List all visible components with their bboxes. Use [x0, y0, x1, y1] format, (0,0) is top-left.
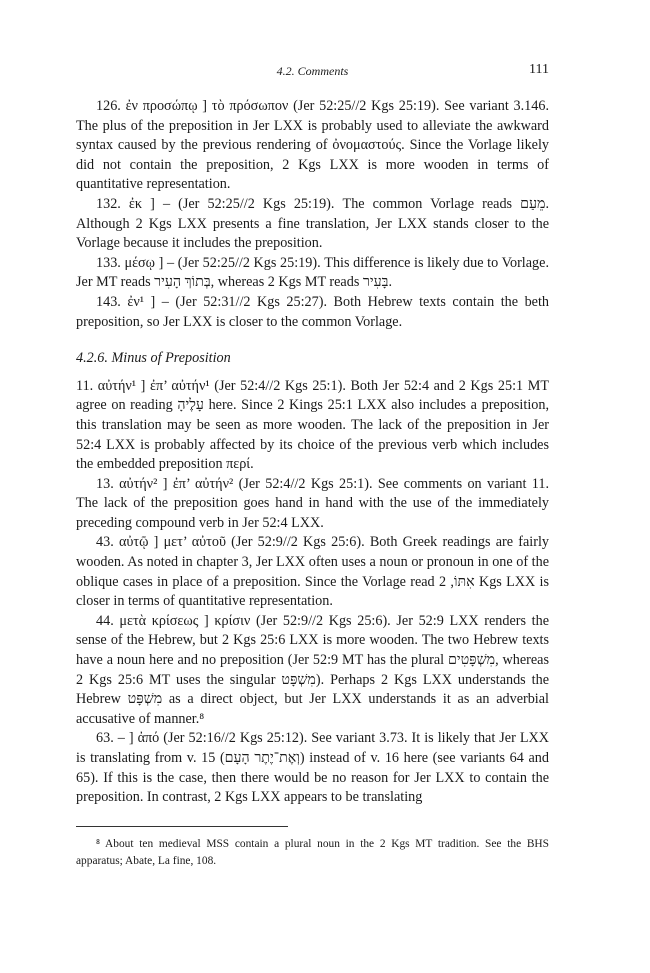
footnote-rule: [76, 826, 288, 827]
paragraph-p133: 133. μέσῳ ] – (Jer 52:25//2 Kgs 25:19). This difference is likely due to Vorlage. Jer MT reads בְּתוֹךְ הָעִיר, whereas 2 Kgs MT reads בָּעִיר.: [76, 254, 549, 291]
body-text: [76, 97, 549, 808]
paragraph-p43: 43. αὐτῷ ] μετ’ αὐτοῦ (Jer 52:9//2 Kgs 25:6). Both Greek readings are fairly wooden. As noted in chapter 3, Jer LXX often uses a noun or pronoun in one of the oblique cases in place of a preposition. Since the Vorlage read אִתּוֹ, 2 Kgs LXX is closer in terms of quantitative representation.: [76, 534, 550, 610]
paragraph-p44: 44. μετὰ κρίσεως ] κρίσιν (Jer 52:9//2 Kgs 25:6). Jer 52:9 LXX renders the sense of the Hebrew, but 2 Kgs 25:6 LXX is more wooden. The two Hebrew texts have a noun here and no preposition (Jer 52:9 MT has the plural מִשְׁפָּטִים, whereas 2 Kgs 25:6 MT uses the singular מִשְׁפָּט). Perhaps 2 Kgs LXX understands the Hebrew מִשְׁפָּט as a direct object, but Jer LXX understands it as an adverbial accusative of manner.⁸: [76, 612, 549, 727]
paragraph-p132: 132. ἐκ ] – (Jer 52:25//2 Kgs 25:19). The common Vorlage reads מֵעַם. Although 2 Kgs LXX presents a fine translation, Jer LXX stands closer to the Vorlage because it includes the preposition.: [76, 195, 549, 252]
section-heading: 4.2.6. Minus of Preposition: [76, 350, 231, 367]
paragraph-p63: 63. – ] ἀπό (Jer 52:16//2 Kgs 25:12). See variant 3.73. It is likely that Jer LXX is translating from v. 15 (וְאֶת־יֶתֶר הָעָם) instead of v. 16 here (see variants 64 and 65). If this is the case, then there would be no reason for Jer LXX to contain the preposition. In contrast, 2 Kgs LXX appears to be translating: [76, 730, 549, 806]
paragraph-p143: 143. ἐν¹ ] – (Jer 52:31//2 Kgs 25:27). Both Hebrew texts contain the beth preposition, so Jer LXX is closer to the common Vorlage.: [76, 293, 549, 330]
running-head-title: 4.2. Comments: [276, 64, 349, 78]
paragraph-p11: 11. αὐτήν¹ ] ἐπ’ αὐτήν¹ (Jer 52:4//2 Kgs 25:1). Both Jer 52:4 and 2 Kgs 25:1 MT agree on reading עָלֶיהָ here. Since 2 Kings 25:1 LXX also includes a preposition, this translation may be seen as more wooden. The lack of the preposition in Jer 52:4 LXX is probably affected by its choice of the previous verb which includes the embedded preposition περί.: [76, 377, 549, 473]
footnote-text: ⁸ About ten medieval MSS contain a plural noun in the 2 Kgs MT tradition. See the BHS apparatus; Abate, La fine, 108.: [76, 838, 549, 867]
running-head: [76, 62, 549, 82]
footnote: [76, 836, 549, 870]
paragraph-p13: 13. αὐτήν² ] ἐπ’ αὐτήν² (Jer 52:4//2 Kgs 25:1). See comments on variant 11. The lack of the preposition goes hand in hand with the use of the immediately preceding compound verb in Jer 52:4 LXX.: [76, 475, 549, 531]
minus-preposition-block: [76, 377, 549, 808]
page-number: 111: [529, 62, 549, 77]
paragraph-p126: 126. ἐν προσώπῳ ] τὸ πρόσωπον (Jer 52:25//2 Kgs 25:19). See variant 3.146. The plus of the preposition in Jer LXX is probably used to alleviate the awkward syntax caused by the previous rendering of ὀνομαστούς. Since the Vorlage likely did not contain the preposition, 2 Kgs LXX is more wooden in terms of quantitative representation.: [76, 98, 549, 193]
comments-block: [76, 97, 549, 332]
